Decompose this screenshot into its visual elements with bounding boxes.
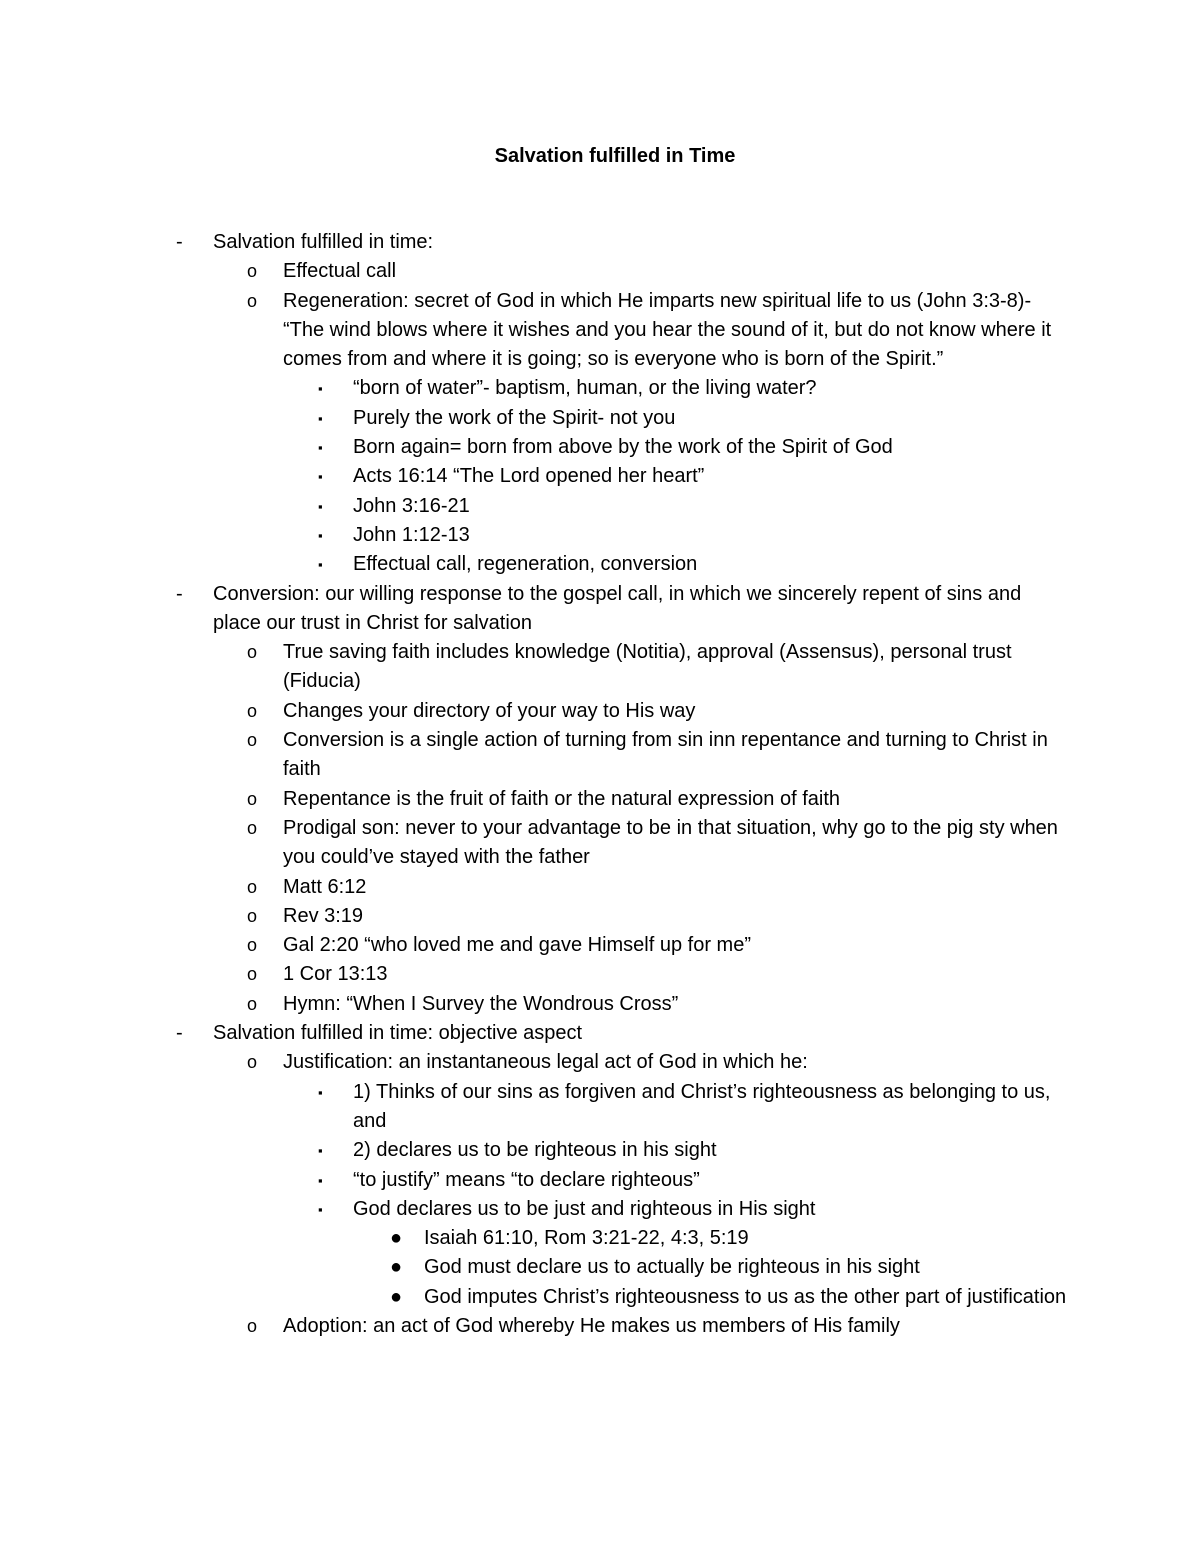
outline-item-text: Gal 2:20 “who loved me and gave Himself up for me” xyxy=(283,934,751,957)
square-bullet-icon: ▪ xyxy=(318,1084,323,1100)
outline-item-text: Matt 6:12 xyxy=(283,875,367,898)
outline-item-level-2 xyxy=(0,1312,1063,1341)
outline-item-text: Prodigal son: never to your advantage to be in that situation, why go to the pig sty when you could’ve stayed with the father xyxy=(283,816,1058,869)
outline-item-text: God imputes Christ’s righteousness to us as the other part of justification xyxy=(424,1285,1067,1308)
outline-item-text: John 3:16-21 xyxy=(353,494,470,517)
outline-item-text: Conversion is a single action of turning from sin inn repentance and turning to Christ in faith xyxy=(283,729,1048,781)
outline-item-level-4 xyxy=(0,1283,1074,1312)
square-bullet-icon: ▪ xyxy=(318,527,323,543)
outline-item-text: Changes your directory of your way to His way xyxy=(283,699,696,722)
outline-item-text: “to justify” means “to declare righteous” xyxy=(353,1168,700,1191)
circle-bullet-icon: o xyxy=(247,730,258,751)
outline-item-text: God declares us to be just and righteous in His sight xyxy=(353,1197,816,1220)
square-bullet-icon: ▪ xyxy=(318,469,323,485)
outline-item-level-3 xyxy=(0,1136,1073,1165)
outline-item-text: Rev 3:19 xyxy=(283,904,364,927)
outline-item-text: Salvation fulfilled in time: objective aspect xyxy=(213,1022,583,1045)
circle-bullet-icon: o xyxy=(247,905,258,926)
outline-item-level-2 xyxy=(0,931,1063,960)
outline-item-text: Purely the work of the Spirit- not you xyxy=(353,406,676,429)
circle-bullet-icon: o xyxy=(247,964,258,985)
outline-item-level-2 xyxy=(0,873,1063,902)
outline-item-text: Regeneration: secret of God in which He imparts new spiritual life to us (John 3:3-8)- “The wind blows where it wishes and you hear the sound of it, but do not know where it comes from and where it is going; so is everyone who is born of the Spirit.” xyxy=(283,289,1052,371)
outline-item-level-1 xyxy=(0,1019,1063,1048)
outline-item-level-2 xyxy=(0,960,1063,989)
circle-bullet-icon: o xyxy=(247,788,258,809)
outline-list xyxy=(0,228,1200,1341)
square-bullet-icon: ▪ xyxy=(318,1172,323,1188)
outline-item-text: Justification: an instantaneous legal act of God in which he: xyxy=(283,1051,808,1074)
circle-bullet-icon: o xyxy=(247,700,258,721)
outline-item-text: Acts 16:14 “The Lord opened her heart” xyxy=(353,465,705,488)
circle-bullet-icon: o xyxy=(247,993,258,1014)
outline-item-level-2 xyxy=(0,638,1063,697)
square-bullet-icon: ▪ xyxy=(318,1143,323,1159)
outline-item-level-2 xyxy=(0,814,1063,873)
square-bullet-icon: ▪ xyxy=(318,410,323,426)
outline-item-level-2 xyxy=(0,1048,1063,1077)
outline-item-text: Hymn: “When I Survey the Wondrous Cross” xyxy=(283,992,679,1015)
circle-bullet-icon: o xyxy=(247,261,258,282)
outline-item-level-3 xyxy=(0,433,1073,462)
outline-item-text: Salvation fulfilled in time: xyxy=(213,231,434,253)
outline-item-level-2 xyxy=(0,785,1063,814)
outline-item-level-3 xyxy=(0,492,1073,521)
dash-bullet-icon: - xyxy=(176,1022,183,1045)
square-bullet-icon: ▪ xyxy=(318,1201,323,1217)
outline-item-level-3 xyxy=(0,1078,1073,1137)
outline-item-text: 2) declares us to be righteous in his sight xyxy=(353,1139,717,1162)
circle-bullet-icon: o xyxy=(247,817,258,838)
dash-bullet-icon: - xyxy=(176,582,183,605)
outline-item-level-2 xyxy=(0,726,1063,785)
bullet-icon: ● xyxy=(390,1227,403,1250)
outline-item-level-1 xyxy=(0,228,1063,257)
square-bullet-icon: ▪ xyxy=(318,381,323,397)
outline-item-level-3 xyxy=(0,521,1073,550)
outline-item-text: Effectual call xyxy=(283,260,397,283)
circle-bullet-icon: o xyxy=(247,290,258,311)
outline-item-text: Born again= born from above by the work of the Spirit of God xyxy=(353,436,893,459)
outline-item-text: John 1:12-13 xyxy=(353,523,470,546)
square-bullet-icon: ▪ xyxy=(318,498,323,514)
outline-item-level-3 xyxy=(0,462,1073,491)
bullet-icon: ● xyxy=(390,1256,403,1279)
square-bullet-icon: ▪ xyxy=(318,440,323,456)
circle-bullet-icon: o xyxy=(247,1315,258,1336)
outline-item-text: Conversion: our willing response to the gospel call, in which we sincerely repent of sins and place our trust in Christ for salvation xyxy=(213,582,1022,634)
outline-item-level-3 xyxy=(0,550,1073,579)
outline-item-level-2 xyxy=(0,287,1063,375)
circle-bullet-icon: o xyxy=(247,1052,258,1073)
outline-item-text: God must declare us to actually be righteous in his sight xyxy=(424,1256,920,1279)
outline-item-level-2 xyxy=(0,697,1063,726)
outline-item-level-3 xyxy=(0,374,1073,403)
document-title: Salvation fulfilled in Time xyxy=(494,145,736,167)
circle-bullet-icon: o xyxy=(247,642,258,663)
outline-item-text: “born of water”- baptism, human, or the living water? xyxy=(353,377,817,400)
outline-item-level-2 xyxy=(0,257,1063,286)
outline-item-level-2 xyxy=(0,902,1063,931)
outline-item-text: 1) Thinks of our sins as forgiven and Christ’s righteousness as belonging to us, and xyxy=(353,1080,1051,1132)
outline-item-level-2 xyxy=(0,990,1063,1019)
outline-item-level-3 xyxy=(0,404,1073,433)
outline-item-text: Adoption: an act of God whereby He makes us members of His family xyxy=(283,1314,900,1337)
outline-item-text: Isaiah 61:10, Rom 3:21-22, 4:3, 5:19 xyxy=(424,1227,749,1250)
dash-bullet-icon: - xyxy=(176,231,183,253)
bullet-icon: ● xyxy=(390,1285,403,1308)
outline-item-text: 1 Cor 13:13 xyxy=(283,963,388,986)
outline-item-text: True saving faith includes knowledge (Notitia), approval (Assensus), personal trust (Fiducia) xyxy=(283,641,1012,693)
circle-bullet-icon: o xyxy=(247,876,258,897)
outline-item-text: Repentance is the fruit of faith or the natural expression of faith xyxy=(283,787,840,810)
outline-item-text: Effectual call, regeneration, conversion xyxy=(353,553,698,576)
square-bullet-icon: ▪ xyxy=(318,557,323,573)
outline-item-level-4 xyxy=(0,1253,1074,1282)
outline-item-level-4 xyxy=(0,1224,1074,1253)
outline-item-level-3 xyxy=(0,1166,1073,1195)
circle-bullet-icon: o xyxy=(247,935,258,956)
outline-item-level-3 xyxy=(0,1195,1073,1224)
outline-item-level-1 xyxy=(0,580,1063,639)
